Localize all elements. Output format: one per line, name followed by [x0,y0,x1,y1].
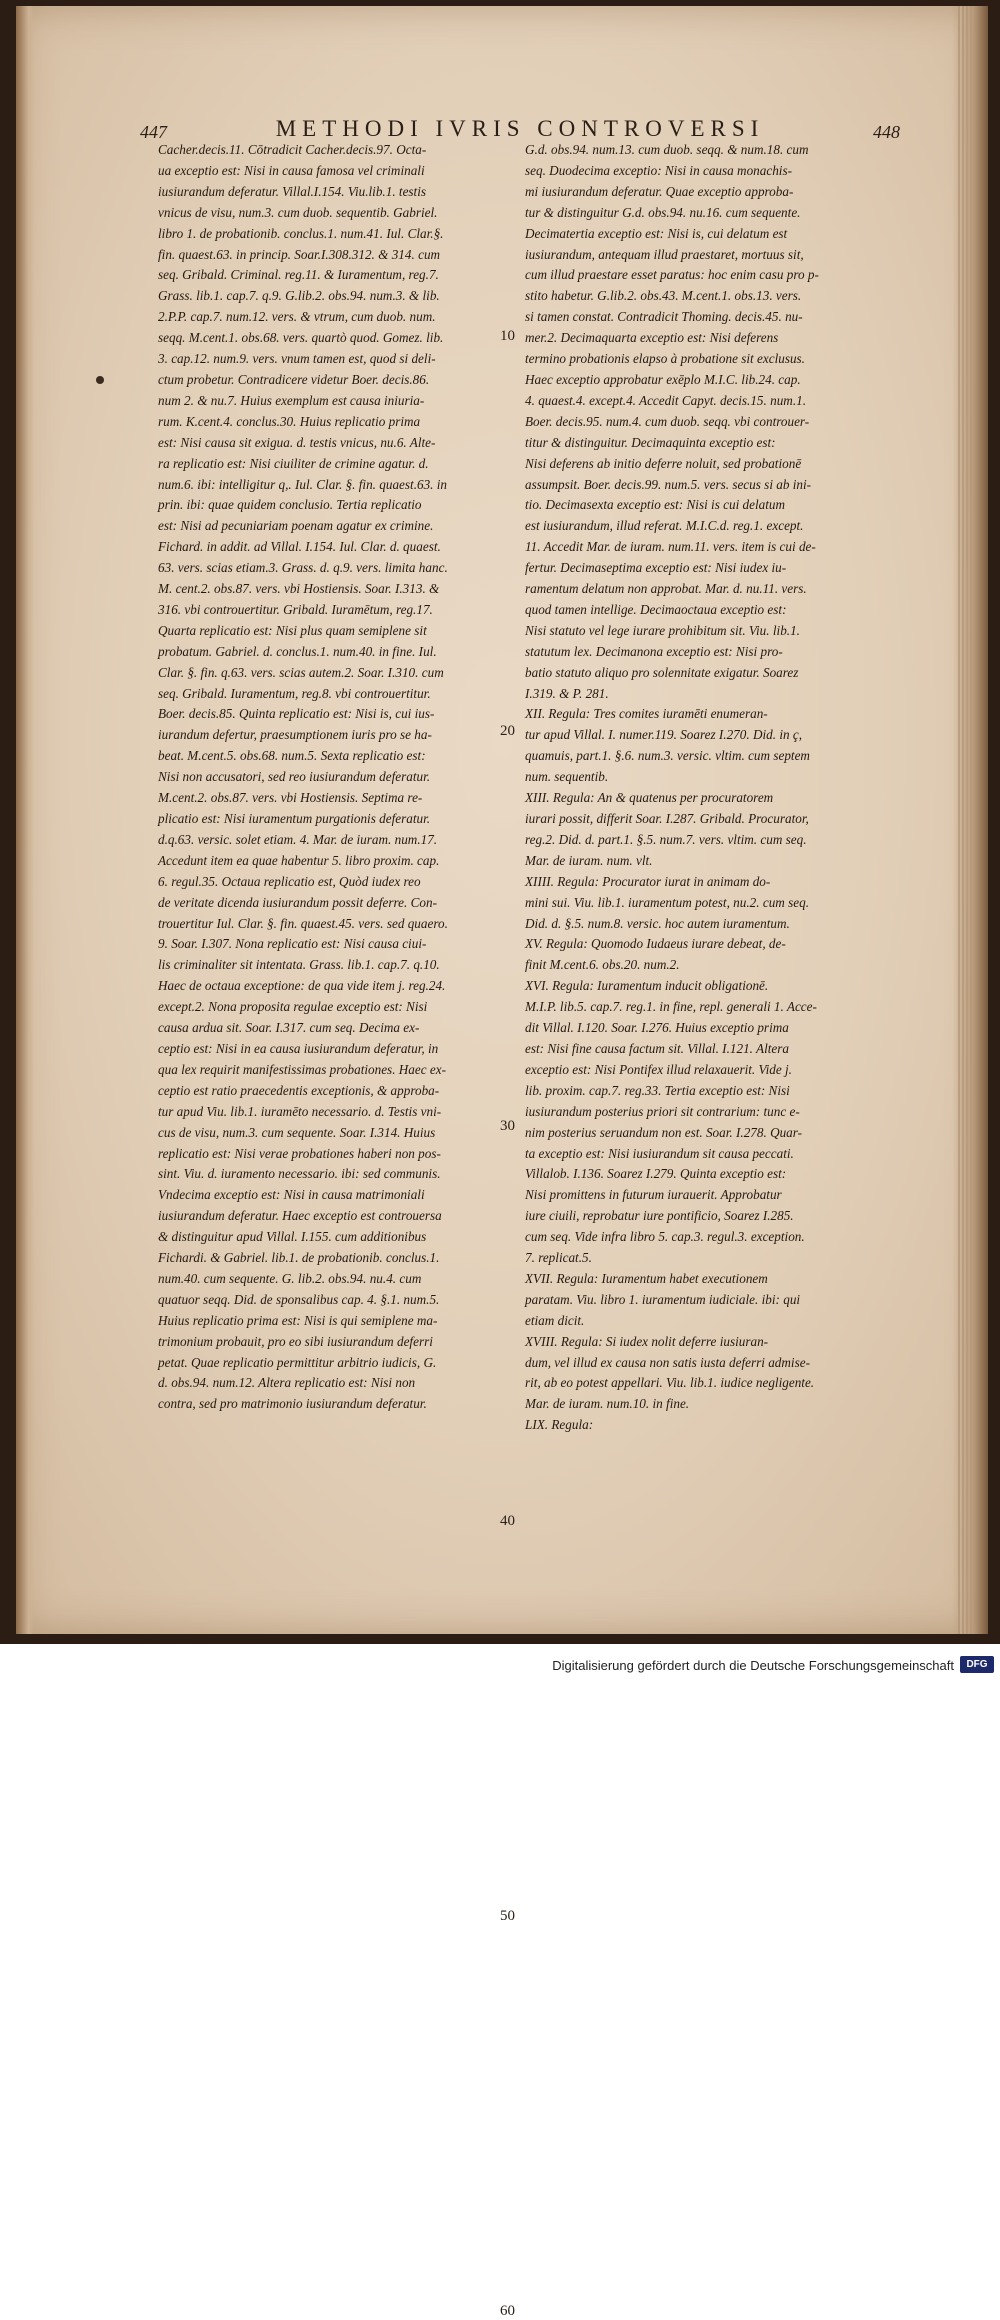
text-line: mer.2. Decimaquarta exceptio est: Nisi deferens [525,330,779,346]
text-line: seqq. M.cent.1. obs.68. vers. quartò quod. Gomez. lib. [158,330,444,346]
text-line: 3. cap.12. num.9. vers. vnum tamen est, quod si deli- [158,351,436,367]
text-line: iusiurandum deferatur. Haec exceptio est controuersa [158,1208,442,1224]
text-line: dit Villal. I.120. Soar. I.276. Huius exceptio prima [525,1020,789,1036]
text-line: petat. Quae replicatio permittitur arbitrio iudicis, G. [158,1354,437,1370]
text-line: beat. M.cent.5. obs.68. num.5. Sexta replicatio est: [158,748,426,764]
text-line: lis criminaliter sit intentata. Grass. lib.1. cap.7. q.10. [158,957,440,973]
text-line: M.cent.2. obs.87. vers. vbi Hostiensis. Septima re- [158,790,423,806]
text-line: dum, vel illud ex causa non satis iusta deferri admise- [525,1354,810,1370]
text-line: fin. quaest.63. in princip. Soar.I.308.312. & 314. cum [158,246,441,262]
text-line: Did. d. §.5. num.8. versic. hoc autem iuramentum. [525,915,790,931]
text-line: nim posterius seruandum non est. Soar. I.278. Quar- [525,1124,803,1140]
text-line: Quarta replicatio est: Nisi plus quam semiplene sit [158,622,427,638]
page-number-right: 448 [873,122,900,142]
text-line: ceptio est ratio praecedentis exceptionis, & approba- [158,1082,440,1098]
text-line: si tamen constat. Contradicit Thoming. decis.45. nu- [525,309,803,325]
text-line: Nisi non accusatori, sed reo iusiurandum deferatur. [158,769,431,785]
text-line: titur & distinguitur. Decimaquinta exceptio est: [525,434,776,450]
text-line: rit, ab eo potest appellari. Viu. lib.1. iudice negligente. [525,1375,815,1391]
text-line: Accedunt item ea quae habentur 5. libro proxim. cap. [158,852,440,868]
text-line: mini sui. Viu. lib.1. iuramentum potest, nu.2. cum seq. [525,894,810,910]
margin-number: 50 [500,1908,515,1925]
text-line: tur apud Villal. I. numer.119. Soarez I.270. Did. in ç, [525,727,803,743]
text-line: Nisi promittens in futurum iurauerit. Approbatur [525,1187,782,1203]
text-line: num. sequentib. [525,769,609,785]
text-line: etiam dicit. [525,1312,585,1328]
text-line: probatum. Gabriel. d. conclus.1. num.40. in fine. Iul. [158,643,437,659]
text-line: quamuis, part.1. §.6. num.3. versic. vltim. cum septem [525,748,810,764]
text-line: 63. vers. scias etiam.3. Grass. d. q.9. vers. limita hanc. [158,560,448,576]
text-line: XIIII. Regula: Procurator iurat in animam do- [525,873,771,889]
text-line: M.I.P. lib.5. cap.7. reg.1. in fine, repl. generali 1. Acce- [525,999,817,1015]
text-line: causa ardua sit. Soar. I.317. cum seq. Decima ex- [158,1020,420,1036]
text-line: Villalob. I.136. Soarez I.279. Quinta exceptio est: [525,1166,787,1182]
page-number-left: 447 [140,122,167,142]
text-line: statutum lex. Decimanona exceptio est: Nisi pro- [525,643,783,659]
text-line: d.q.63. versic. solet etiam. 4. Mar. de iuram. num.17. [158,831,438,847]
text-line: assumpsit. Boer. decis.99. num.5. vers. secus si ab ini- [525,476,812,492]
text-line: Haec exceptio approbatur exēplo M.I.C. lib.24. cap. [525,371,801,387]
text-line: & distinguitur apud Villal. I.155. cum additionibus [158,1229,427,1245]
text-line: iurandum defertur, praesumptionem iuris pro se ha- [158,727,432,743]
text-line: est: Nisi ad pecuniariam poenam agatur ex crimine. [158,518,434,534]
text-line: Mar. de iuram. num. vlt. [525,852,653,868]
text-line: LIX. Regula: [525,1417,594,1433]
text-line: tur & distinguitur G.d. obs.94. nu.16. cum sequente. [525,204,801,220]
left-text-column [158,140,508,1415]
text-line: finit M.cent.6. obs.20. num.2. [525,957,680,973]
text-line: tio. Decimasexta exceptio est: Nisi is cui delatum [525,497,786,513]
digitization-footer [0,1644,1000,1688]
text-line: tur apud Viu. lib.1. iuramēto necessario. d. Testis vni- [158,1103,442,1119]
text-line: ctum probetur. Contradicere videtur Boer. decis.86. [158,371,430,387]
text-line: iusiurandum posterius priori sit contrarium: tunc e- [525,1103,800,1119]
running-title: METHODI IVRIS CONTROVERSI [275,116,765,141]
text-line: cum seq. Vide infra libro 5. cap.3. regul.3. exception. [525,1229,805,1245]
text-line: Grass. lib.1. cap.7. q.9. G.lib.2. obs.94. num.3. & lib. [158,288,440,304]
text-line: 2.P.P. cap.7. num.12. vers. & vtrum, cum duob. num. [158,309,436,325]
text-line: 316. vbi controuertitur. Gribald. Iuramētum, reg.17. [158,601,433,617]
text-line: qua lex requirit manifestissimas probationes. Haec ex- [158,1061,447,1077]
text-line: est iusiurandum, illud referat. M.I.C.d. reg.1. except. [525,518,804,534]
text-line: cum illud praestare esset paratus: hoc enim casu pro p- [525,267,819,283]
margin-number: 40 [500,1513,515,1530]
text-line: rum. K.cent.4. conclus.30. Huius replicatio prima [158,413,421,429]
text-line: fertur. Decimaseptima exceptio est: Nisi iudex iu- [525,560,787,576]
margin-number: 10 [500,328,515,345]
text-line: ceptio est: Nisi in ea causa iusiurandum deferatur, in [158,1040,439,1056]
text-line: trimonium probauit, pro eo sibi iusiurandum deferri [158,1333,433,1349]
text-line: ua exceptio est: Nisi in causa famosa vel criminali [158,162,425,178]
text-line: replicatio est: Nisi verae probationes haberi non pos- [158,1145,441,1161]
text-line: I.319. & P. 281. [525,685,609,701]
text-line: XVIII. Regula: Si iudex nolit deferre iusiuran- [525,1333,769,1349]
text-line: iusiurandum deferatur. Villal.I.154. Viu.lib.1. testis [158,183,427,199]
margin-number: 20 [500,723,515,740]
text-line: Mar. de iuram. num.10. in fine. [525,1396,690,1412]
text-line: quod tamen intellige. Decimaoctaua exceptio est: [525,601,787,617]
text-line: prin. ibi: quae quidem conclusio. Tertia replicatio [158,497,422,513]
text-line: 9. Soar. I.307. Nona replicatio est: Nisi causa ciui- [158,936,427,952]
text-line: Boer. decis.95. num.4. cum duob. seqq. vbi controuer- [525,413,810,429]
text-line: seq. Gribald. Iuramentum, reg.8. vbi controuertitur. [158,685,431,701]
text-line: XVII. Regula: Iuramentum habet executionem [525,1270,768,1286]
text-line: de veritate dicenda iusiurandum possit deferre. Con- [158,894,437,910]
text-line: Huius replicatio prima est: Nisi is qui semiplene ma- [158,1312,438,1328]
text-line: Boer. decis.85. Quinta replicatio est: Nisi is, cui ius- [158,706,435,722]
text-line: est: Nisi causa sit exigua. d. testis vnicus, nu.6. Alte- [158,434,436,450]
text-line: 6. regul.35. Octaua replicatio est, Quòd iudex reo [158,873,421,889]
text-line: sint. Viu. d. iuramento necessario. ibi: sed communis. [158,1166,441,1182]
text-line: num.6. ibi: intelligitur q,. Iul. Clar. §. fin. quaest.63. in [158,476,448,492]
text-line: num 2. & nu.7. Huius exemplum est causa iniuria- [158,392,425,408]
text-line: XVI. Regula: Iuramentum inducit obligationē. [525,978,769,994]
text-line: Decimatertia exceptio est: Nisi is, cui delatum est [525,225,788,241]
text-line: seq. Gribald. Criminal. reg.11. & Iuramentum, reg.7. [158,267,439,283]
text-line: cus de visu, num.3. cum sequente. Soar. I.314. Huius [158,1124,436,1140]
text-line: lib. proxim. cap.7. reg.33. Tertia exceptio est: Nisi [525,1082,790,1098]
text-line: ra replicatio est: Nisi ciuiliter de crimine agatur. d. [158,455,429,471]
text-line: iure ciuili, reprobatur iure pontificio, Soarez I.285. [525,1208,794,1224]
text-line: ramentum delatum non approbat. Mar. d. nu.11. vers. [525,581,807,597]
text-line: paratam. Viu. libro 1. iuramentum iudiciale. ibi: qui [525,1291,801,1307]
text-line: XV. Regula: Quomodo Iudaeus iurare debeat, de- [525,936,786,952]
right-text-column [525,140,870,1436]
text-line: quatuor seqq. Did. de sponsalibus cap. 4. §.1. num.5. [158,1291,440,1307]
text-line: num.40. cum sequente. G. lib.2. obs.94. nu.4. cum [158,1270,422,1286]
text-line: Cacher.decis.11. Cōtradicit Cacher.decis.97. Octa- [158,142,427,157]
funding-notice: Digitalisierung gefördert durch die Deutsche Forschungsgemeinschaft [552,1658,954,1673]
text-line: except.2. Nona proposita regulae exceptio est: Nisi [158,999,428,1015]
text-line: Fichardi. & Gabriel. lib.1. de probationib. conclus.1. [158,1250,440,1266]
text-line: Fichard. in addit. ad Villal. I.154. Iul. Clar. d. quaest. [158,539,441,555]
text-line: XIII. Regula: An & quatenus per procuratorem [525,790,774,806]
text-line: M. cent.2. obs.87. vers. vbi Hostiensis. Soar. I.313. & [158,581,440,597]
text-line: ta exceptio est: Nisi iusiurandum sit causa peccati. [525,1145,794,1161]
text-line: est: Nisi fine causa factum sit. Villal. I.121. Altera [525,1040,789,1056]
text-line: Vndecima exceptio est: Nisi in causa matrimoniali [158,1187,425,1203]
dfg-logo: DFG [960,1656,994,1673]
text-line: 11. Accedit Mar. de iuram. num.11. vers. item is cui de- [525,539,816,555]
text-line: reg.2. Did. d. part.1. §.5. num.7. vers. vltim. cum seq. [525,831,807,847]
text-line: contra, sed pro matrimonio iusiurandum deferatur. [158,1396,427,1412]
text-line: trouertitur Iul. Clar. §. fin. quaest.45. vers. sed quaero. [158,915,448,931]
text-line: d. obs.94. num.12. Altera replicatio est: Nisi non [158,1375,416,1391]
text-line: 7. replicat.5. [525,1250,592,1266]
text-line: XII. Regula: Tres comites iuramēti enumeran- [525,706,768,722]
text-line: iusiurandum, antequam illud praestaret, mortuus sit, [525,246,804,262]
page-edge [958,6,980,1634]
text-line: libro 1. de probationib. conclus.1. num.41. Iul. Clar.§. [158,225,444,241]
text-line: termino probationis elapso à probatione sit exclusus. [525,351,805,367]
text-line: batio statuto aliquo pro solennitate exigatur. Soarez [525,664,799,680]
text-line: exceptio est: Nisi Pontifex illud relaxauerit. Vide j. [525,1061,792,1077]
text-line: 4. quaest.4. except.4. Accedit Capyt. decis.15. num.1. [525,392,807,408]
text-line: stito habetur. G.lib.2. obs.43. M.cent.1. obs.13. vers. [525,288,802,304]
text-line: Clar. §. fin. q.63. vers. scias autem.2. Soar. I.310. cum [158,664,444,680]
margin-number: 30 [500,1118,515,1135]
text-line: Nisi deferens ab initio deferre noluit, sed probationē [525,455,802,471]
text-line: mi iusiurandum deferatur. Quae exceptio approba- [525,183,794,199]
text-line: Nisi statuto vel lege iurare prohibitum sit. Viu. lib.1. [525,622,800,638]
text-line: Haec de octaua exceptione: de qua vide item j. reg.24. [158,978,446,994]
text-line: G.d. obs.94. num.13. cum duob. seqq. & num.18. cum [525,142,809,157]
margin-number: 60 [500,2303,515,2320]
text-line: vnicus de visu, num.3. cum duob. sequentib. Gabriel. [158,204,438,220]
binding-hole [96,376,104,384]
text-line: seq. Duodecima exceptio: Nisi in causa monachis- [525,162,792,178]
text-line: plicatio est: Nisi iuramentum purgationis deferatur. [158,811,431,826]
text-line: iurari possit, differit Soar. I.287. Gribald. Procurator, [525,811,809,826]
